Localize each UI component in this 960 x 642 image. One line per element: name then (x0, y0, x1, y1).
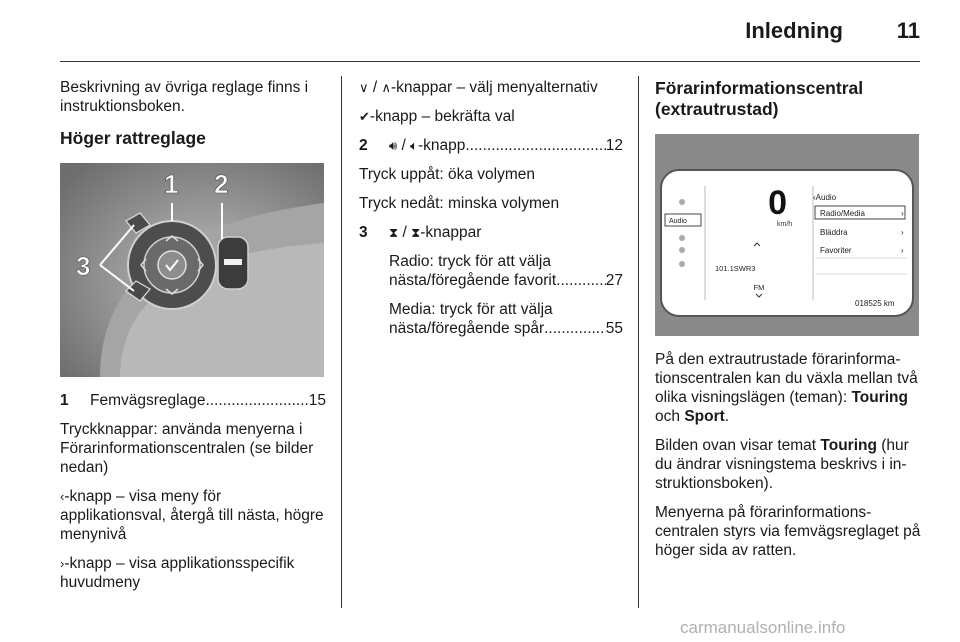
item-1-right-button-text: ›-knapp – visa applikationsspecifik huvudmeny (60, 555, 295, 591)
check-icon: ✔ (359, 109, 370, 124)
station-down-icon: ⧗ (411, 225, 421, 240)
dic-display-figure (655, 134, 919, 336)
item-1-description: Tryckknappar: använda menyerna i Förarinformationscentralen (se bilder nedan) (60, 421, 314, 476)
tab-audio[interactable]: Audio (669, 218, 687, 225)
touring-paragraph: Bilden ovan visar temat Touring (hur du ändrar visningstema beskrivs i instruktionsboken). (655, 437, 909, 492)
callout-1: 1 (164, 169, 179, 199)
chevron-left-icon: ‹ (60, 489, 65, 504)
speaker-plus-icon: 🔊︎ (389, 138, 398, 153)
updown-buttons-text: ∨ / ∧-knappar – välj menyalternativ (359, 79, 598, 96)
svg-text:›: › (901, 246, 904, 255)
page-header (0, 0, 960, 62)
speed-readout: 0 (768, 184, 787, 222)
callout-3: 3 (76, 251, 91, 281)
themes-paragraph: På den extrautrustade förarinformationscentralen kan du växla mellan två olika visningslägen (teman): Touring och Sport. (655, 351, 918, 425)
item-2-page-ref[interactable]: 12 (605, 137, 623, 154)
leader-dots (205, 391, 308, 410)
watermark: carmanualsonline.info (680, 618, 846, 637)
item-1-left-button-text: ‹-knapp – visa meny för applikationsval, återgå till nästa, högre menynivå (60, 488, 324, 543)
item-3-radio-text: Radio: tryck för att välja nästa/föregående favorit ..... 27 (389, 252, 623, 290)
callout-2: 2 (214, 169, 229, 199)
speed-unit: km/h (777, 221, 793, 228)
column-divider-right (638, 76, 639, 608)
item-number: 2 (359, 137, 368, 154)
check-button-text: ✔-knapp – bekräfta val (359, 108, 515, 125)
station-up-icon: ⧗ (389, 225, 399, 240)
chevron-right-icon: › (60, 556, 65, 571)
item-1-leader (90, 391, 326, 410)
column-3 (655, 78, 921, 570)
item-number: 1 (60, 392, 69, 409)
column-2 (359, 78, 623, 348)
leader-dots (556, 271, 606, 290)
chevron-up-icon: ∧ (381, 80, 391, 95)
section-heading-dic: Förarinformationscentral (extrautrustad) (655, 78, 864, 119)
list-item-2 (359, 136, 623, 155)
item-number: 3 (359, 224, 368, 241)
item-2-leader: 🔊︎ / 🔈︎-knapp ..... 12 (389, 136, 623, 155)
band-label: FM (753, 283, 765, 292)
page-title: Inledning (745, 18, 843, 43)
intro-paragraph: Beskrivning av övriga reglage finns i instruktionsboken. (60, 79, 309, 115)
page-number: 11 (896, 18, 920, 43)
list-item-1 (60, 391, 326, 410)
svg-text:›: › (901, 228, 904, 237)
menu-item-bladdra[interactable]: Bläddra (820, 228, 848, 237)
section-heading-steering: Höger rattreglage (60, 128, 206, 148)
media-page-ref[interactable]: 55 (605, 320, 623, 337)
svg-text:›: › (901, 209, 904, 218)
menu-item-radio-media[interactable]: Radio/Media (820, 209, 865, 218)
chevron-down-icon: ∨ (359, 80, 369, 95)
list-item-3: 3 ⧗ / ⧗-knappar (359, 224, 482, 241)
dic-display-illustration (655, 134, 919, 336)
item-1-page-ref[interactable]: 15 (308, 392, 326, 409)
station-name: 101.1SWR3 (715, 264, 756, 273)
steering-wheel-figure (60, 163, 324, 377)
radio-page-ref[interactable]: 27 (605, 272, 623, 289)
item-1-label: Femvägsreglage (90, 392, 206, 409)
steering-wheel-illustration (60, 163, 324, 377)
menu-control-paragraph: Menyerna på förarinformationscentralen styrs via femvägsreglaget på höger sida av ratten. (655, 504, 921, 559)
leader-dots (465, 136, 605, 155)
header-rule (60, 61, 920, 62)
column-divider-left (341, 76, 342, 608)
back-label: ‹Audio (813, 193, 837, 202)
item-2-down-text: Tryck nedåt: minska volymen (359, 195, 560, 212)
leader-dots (544, 319, 606, 338)
column-1 (60, 78, 326, 602)
menu-item-favoriter[interactable]: Favoriter (820, 246, 852, 255)
odometer: 018525 km (855, 299, 895, 308)
item-2-up-text: Tryck uppåt: öka volymen (359, 166, 536, 183)
item-3-media-text: Media: tryck för att välja nästa/föregående spår ..... 55 (389, 300, 623, 338)
speaker-minus-icon: 🔈︎ (410, 138, 418, 153)
